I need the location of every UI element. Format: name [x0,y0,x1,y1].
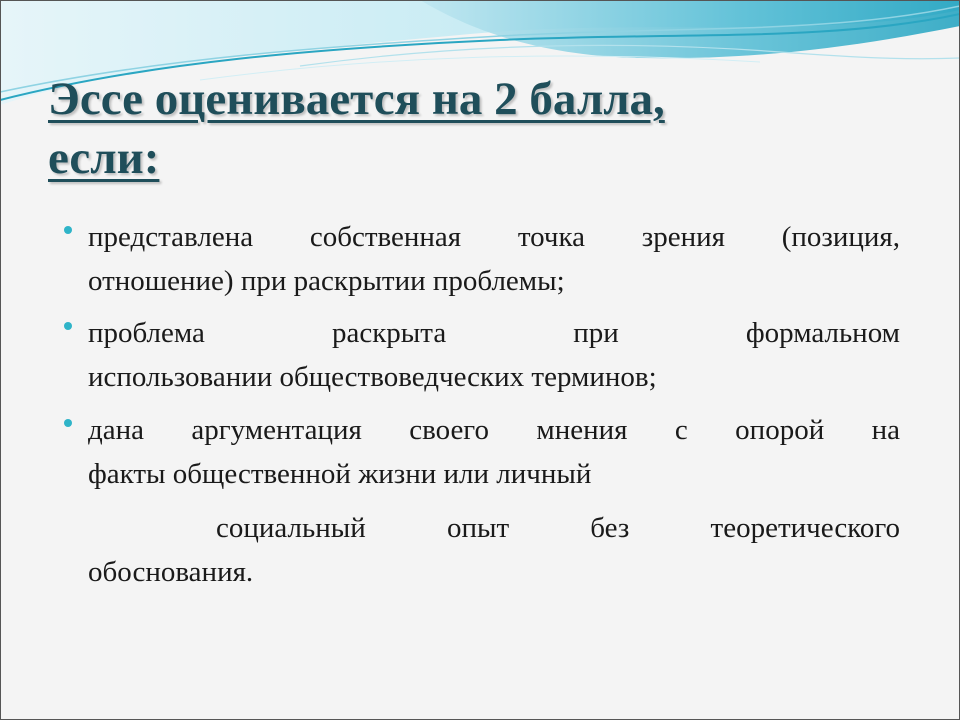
list-item-line: проблема раскрыта при формальном [88,317,900,349]
title-line-1: Эссе оценивается на 2 балла, [48,73,665,125]
title-line-2: если: [48,132,160,184]
bullet-icon [64,419,72,427]
list-item-line: социальный опыт без теоретического [216,512,900,544]
bullet-icon [64,322,72,330]
list-item-line: представлена собственная точка зрения (позиция, [88,221,900,253]
list-item-line: дана аргументация своего мнения с опорой на [88,414,900,446]
list-item-line: использовании обществоведческих терминов; [88,361,657,393]
list-item-line: обоснования. [88,556,254,588]
list-item-line: факты общественной жизни или личный [88,458,592,490]
bullet-icon [64,226,72,234]
list-item-line: отношение) при раскрытии проблемы; [88,265,565,297]
